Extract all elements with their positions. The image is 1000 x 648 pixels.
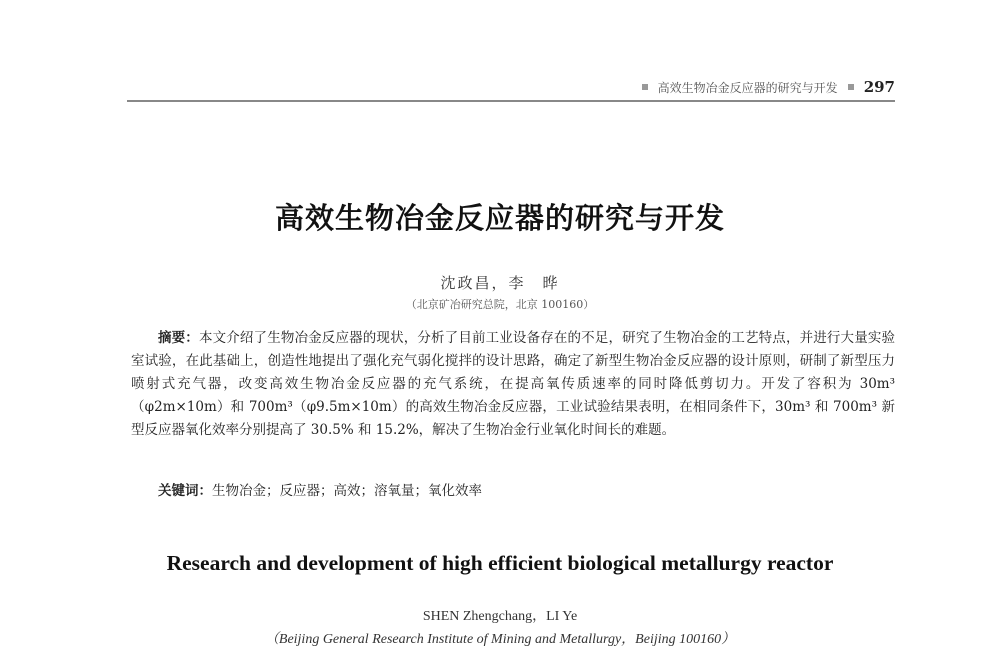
- bullet-icon: [848, 84, 854, 90]
- abstract-text: 本文介绍了生物冶金反应器的现状，分析了目前工业设备存在的不足，研究了生物冶金的工艺特点，并进行大量实验室试验，在此基础上，创造性地提出了强化充气弱化搅拌的设计思路，确定了新型生物冶金反应器的设计原则，研制了新型压力喷射式充气器，改变高效生物冶金反应器的充气系统，在提高氧传质速率的同时降低剪切力。开发了容积为 30m³（φ2m×10m）和 700m³（φ9.5m×10m）的高效生物冶金反应器，工业试验结果表明，在相同条件下，30m³ 和 700m³ 新型反应器氧化效率分别提高了 30.5% 和 15.2%，解决了生物冶金行业氧化时间长的难题。: [131, 330, 895, 438]
- abstract: [131, 327, 895, 442]
- affiliation-cn: （北京矿冶研究总院，北京 100160）: [405, 298, 595, 311]
- page-number: 297: [863, 78, 895, 96]
- running-header: [127, 72, 895, 102]
- running-header-title: 高效生物冶金反应器的研究与开发: [657, 80, 838, 95]
- authors-cn: 沈政昌，李 晔: [440, 274, 560, 292]
- bullet-icon: [642, 84, 648, 90]
- keywords-text: 生物冶金；反应器；高效；溶氧量；氧化效率: [212, 483, 482, 499]
- header-divider: [127, 100, 895, 102]
- authors-en: SHEN Zhengchang，LI Ye: [422, 609, 578, 624]
- running-header-text: [632, 78, 895, 96]
- affiliation-en: （Beijing General Research Institute of Mining and Metallurgy，Beijing 100160）: [264, 632, 736, 647]
- keywords-label: 关键词：: [158, 483, 212, 499]
- paper-title-cn: 高效生物冶金反应器的研究与开发: [274, 201, 725, 235]
- keywords: [158, 479, 482, 499]
- abstract-label: 摘要：: [158, 330, 199, 346]
- paper-title-en: Research and development of high efficient biological metallurgy reactor: [166, 551, 834, 575]
